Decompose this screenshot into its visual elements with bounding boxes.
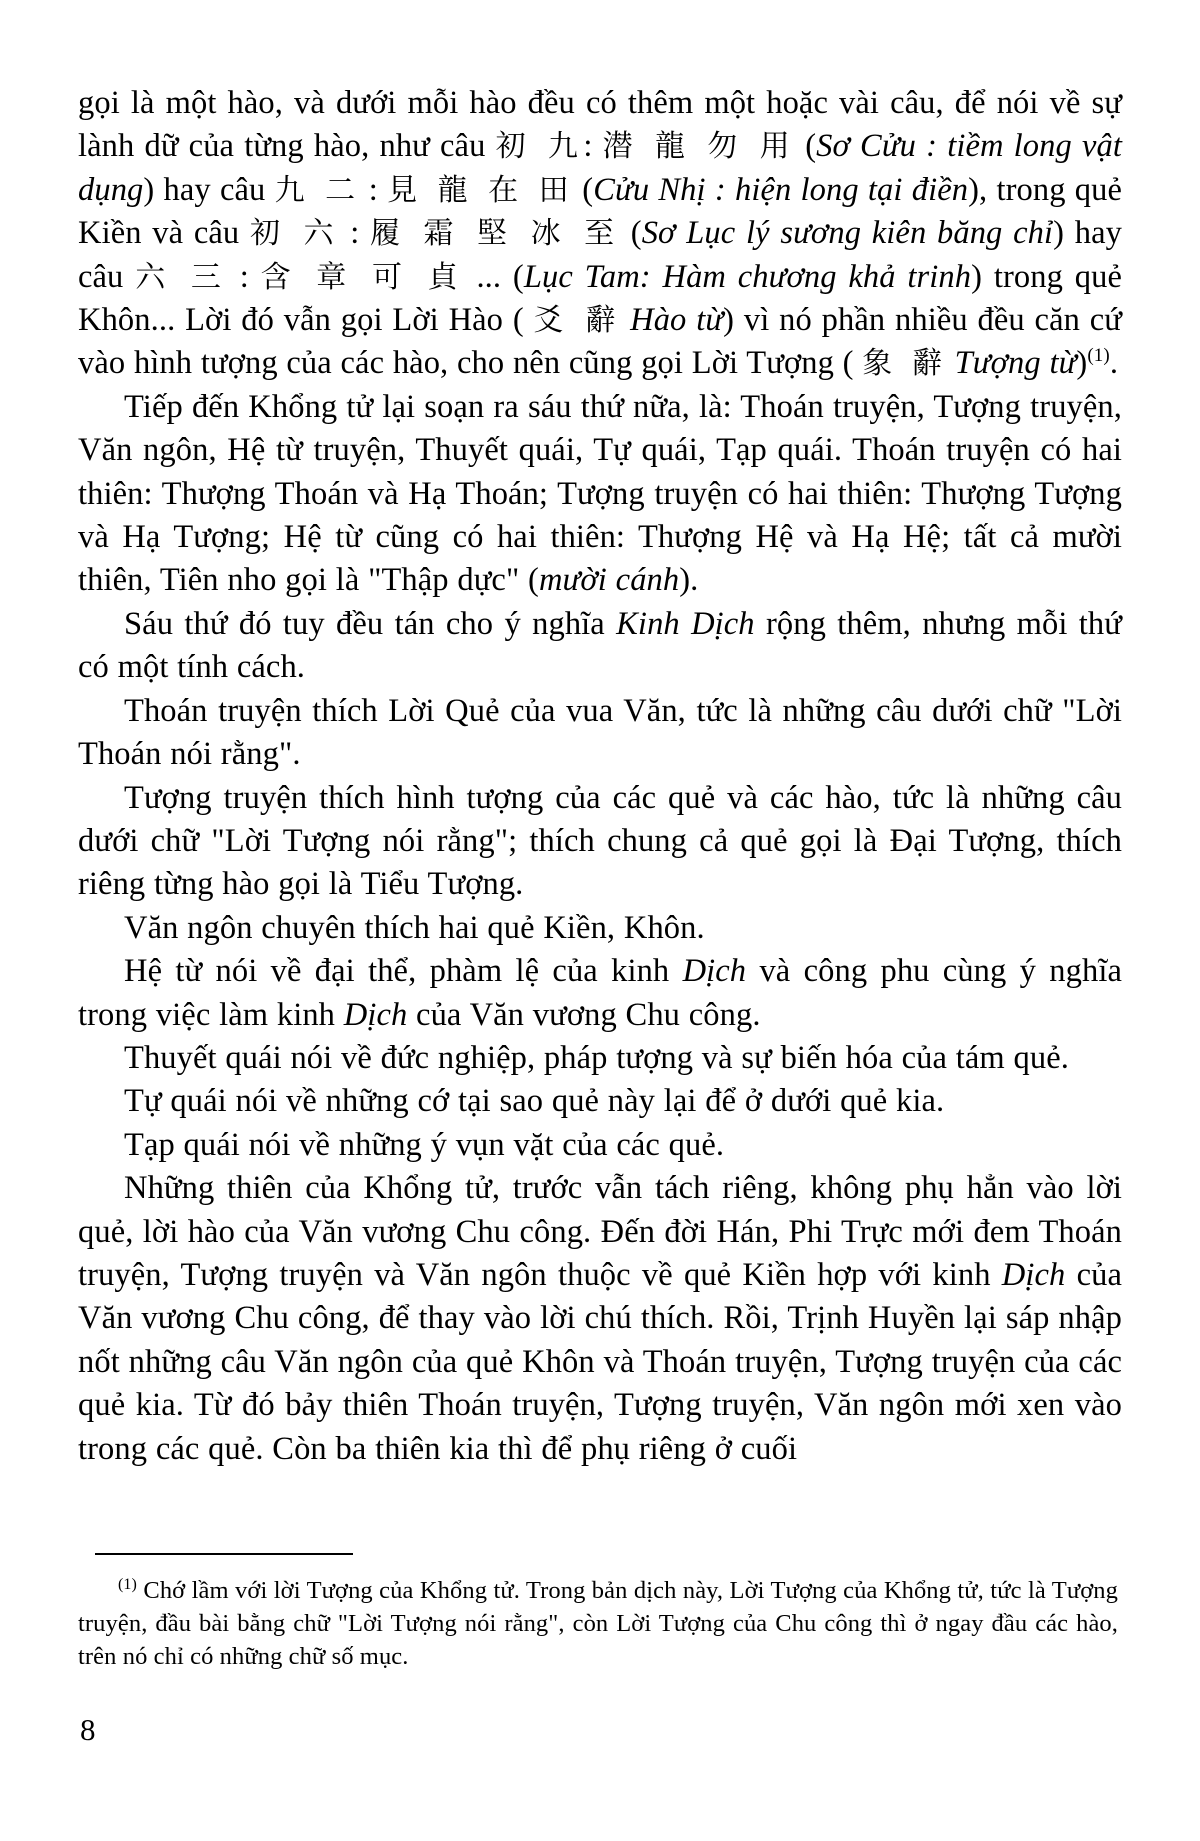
footnote-block: [78, 1574, 1118, 1673]
text-run: ).: [679, 562, 699, 599]
italic-run-dich-2: Dịch: [343, 996, 408, 1033]
paragraph-hao-tu: [78, 82, 1122, 386]
text-run: rộng thêm, nhưng mỗi thứ có một tính cách.: [78, 605, 1122, 686]
text-run: :: [227, 258, 261, 295]
text-run: ): [1076, 345, 1088, 382]
paragraph-thoan-truyen: [78, 690, 1122, 777]
paragraph-nhung-thien: [78, 1167, 1122, 1471]
han-text-ham-chuong-kha-trinh: 含 章 可 貞: [260, 259, 465, 295]
paragraph-van-ngon: [78, 907, 1122, 950]
paragraph-khong-tu: [78, 386, 1122, 603]
text-run: ) vì nó phần nhiều đều căn cứ vào hình tượng của các hào, cho nên cũng gọi Lời Tượng (: [78, 302, 1122, 382]
footnote-separator-rule: [95, 1553, 353, 1555]
text-run: Tượng truyện thích hình tượng của các quẻ và các hào, tức là những câu dưới chữ "Lời Tượng nói rằng"; thích chung cả quẻ gọi là Đại Tượng, thích riêng từng hào gọi là Tiểu Tượng.: [78, 779, 1122, 903]
text-run: :: [359, 171, 388, 208]
text-run: Tạp quái nói về những ý vụn vặt của các quẻ.: [124, 1126, 725, 1163]
italic-run-muoi-canh: mười cánh: [538, 562, 680, 599]
text-run: Sáu thứ đó tuy đều tán cho ý nghĩa: [124, 605, 617, 642]
text-run: Tiếp đến Khổng tử lại soạn ra sáu thứ nữa, là: Thoán truyện, Tượng truyện, Văn ngôn, Hệ từ truyện, Thuyết quái, Tự quái, Tạp quái. Thoán truyện có hai thiên: Thượng Thoán và Hạ Thoán; Tượng truyện có hai thiên: Thượng Tượng và Hạ Tượng; Hệ từ cũng có hai thiên: Thượng Hệ và Hạ Hệ; tất cả mười thiên, Tiên nho gọi là "Thập dực" (: [78, 388, 1122, 599]
paragraph-thuyet-quai: [78, 1037, 1122, 1080]
text-run: và công phu cùng ý nghĩa trong việc làm kinh: [78, 953, 1122, 1033]
text-run: ) trong quẻ Khôn... Lời đó vẫn gọi Lời Hào (: [78, 258, 1122, 339]
text-run: của Văn vương Chu công.: [407, 996, 761, 1033]
text-run: Những thiên của Khổng tử, trước vẫn tách riêng, không phụ hẳn vào lời quẻ, lời hào của Văn vương Chu công. Đến đời Hán, Phi Trực mới đem Thoán truyện, Tượng truyện và Văn ngôn thuộc về quẻ Kiền hợp với kinh: [78, 1170, 1122, 1293]
text-run: Tự quái nói về những cớ tại sao quẻ này lại để ở dưới quẻ kia.: [124, 1083, 945, 1120]
text-run: ), trong quẻ Kiền và câu: [78, 171, 1122, 252]
han-text-so-cuu: 初 九: [495, 129, 584, 165]
han-text-tuong-tu: 象 辭: [862, 346, 946, 382]
italic-run-cuu-nhi: Cửu Nhị : hiện long tại điền: [593, 171, 969, 208]
italic-run-hao-tu: Hào từ: [630, 302, 724, 339]
han-text-ly-suong-kien-bang-chi: 履 霜 堅 冰 至: [370, 216, 621, 252]
italic-run-so-luc: Sơ Lục lý sương kiên băng chỉ: [641, 215, 1054, 252]
paragraph-tuong-truyen: [78, 777, 1122, 907]
text-run: (: [620, 215, 642, 252]
text-run: của Văn vương Chu công, để thay vào lời chú thích. Rồi, Trịnh Huyền lại sáp nhập nốt những câu Văn ngôn của quẻ Khôn và Thoán truyện, Tượng truyện của các quẻ kia. Từ đó bảy thiên Thoán truyện, Tượng truyện, Văn ngôn mới xen vào trong các quẻ. Còn ba thiên kia thì để phụ riêng ở cuối: [78, 1256, 1122, 1467]
han-text-hao-tu: 爻 辭: [533, 303, 621, 339]
footnote-1: [78, 1574, 1118, 1673]
paragraph-sau-thu: [78, 603, 1122, 690]
paragraph-he-tu: [78, 950, 1122, 1037]
han-text-cuu-nhi: 九 二: [274, 172, 360, 208]
text-run: :: [339, 215, 371, 252]
text-run: [946, 345, 955, 381]
text-run: (: [795, 128, 817, 165]
italic-run-luc-tam: Lục Tam: Hàm chương khả trinh: [523, 258, 972, 295]
text-run: ... (: [464, 258, 524, 295]
footnote-text: Chớ lầm với lời Tượng của Khổng tử. Trong bản dịch này, Lời Tượng của Khổng tử, tức là Tượng truyện, đầu bài bằng chữ "Lời Tượng nói rằng", còn Lời Tượng của Chu công thì ở ngay đầu các hào, trên nó chỉ có những chữ số mục.: [78, 1577, 1118, 1670]
text-run: gọi là một hào, và dưới mỗi hào đều có thêm một hoặc vài câu, để nói về sự lành dữ của từng hào, như câu: [78, 85, 1122, 165]
han-text-tiem-long-vat-dung: 潜 龍 勿 用: [602, 129, 796, 165]
italic-run-dich-1: Dịch: [682, 953, 747, 990]
text-run: :: [583, 128, 603, 165]
text-run: .: [1109, 345, 1119, 382]
footnote-reference-1[interactable]: (1): [1087, 345, 1110, 367]
text-run: Thoán truyện thích Lời Quẻ của vua Văn, tức là những câu dưới chữ "Lời Thoán nói rằng".: [78, 692, 1122, 773]
italic-run-tuong-tu: Tượng từ: [954, 345, 1077, 382]
italic-run-dich-3: Dịch: [1001, 1256, 1066, 1293]
text-run: Thuyết quái nói về đức nghiệp, pháp tượng và sự biến hóa của tám quẻ.: [124, 1039, 1069, 1076]
text-run: ) hay câu: [143, 171, 275, 208]
han-text-luc-tam: 六 三: [135, 259, 228, 295]
page-number: 8: [80, 1712, 96, 1747]
han-text-hien-long-tai-dien: 見 龍 在 田: [387, 172, 574, 208]
italic-run-kinh-dich: Kinh Dịch: [616, 605, 755, 642]
paragraph-tu-quai: [78, 1080, 1122, 1123]
han-text-so-luc: 初 六: [249, 216, 340, 252]
text-run: Hệ từ nói về đại thể, phàm lệ của kinh: [124, 953, 683, 990]
paragraph-tap-quai: [78, 1124, 1122, 1167]
text-run: ) hay câu: [78, 215, 1122, 295]
body-text-block: [78, 82, 1122, 1471]
text-run: (: [573, 171, 594, 208]
italic-run-so-cuu: Sơ Cửu : tiềm long vật dụng: [78, 128, 1122, 208]
footnote-marker-1: (1): [118, 1575, 137, 1593]
text-run: [620, 302, 630, 338]
text-run: Văn ngôn chuyên thích hai quẻ Kiền, Khôn.: [124, 909, 705, 946]
